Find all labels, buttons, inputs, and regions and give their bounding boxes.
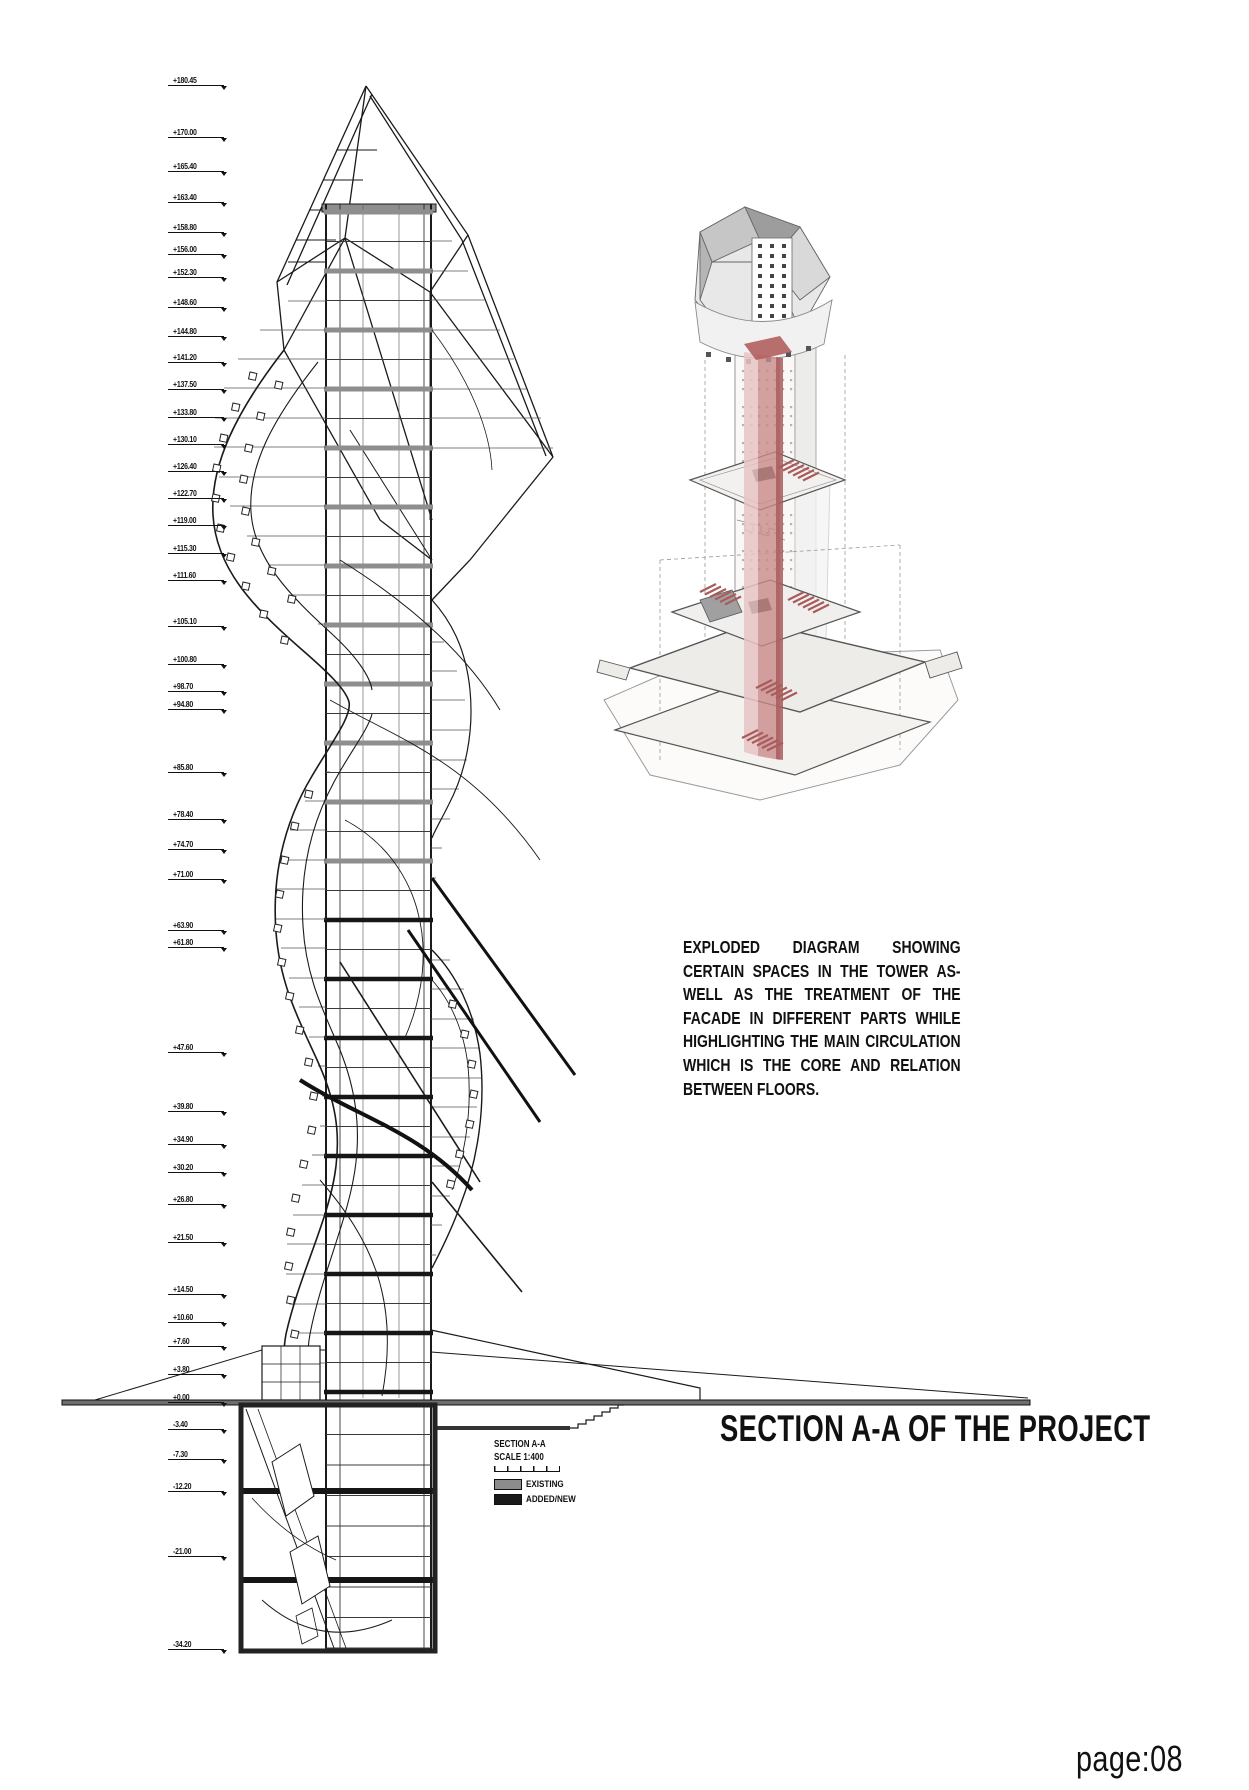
elevation-tick [221,1430,227,1434]
caption-text: EXPLODED DIAGRAM SHOWING CERTAIN SPACES IN THE TOWER AS-WELL AS THE TREATMENT OF THE FACADE IN DIFFERENT PARTS WHILE HIGHLIGHTING THE MAIN CIRCULATION WHICH IS THE CORE AND RELATION BETWEEN FLOORS. [683,937,961,1099]
elevation-marker [168,1363,224,1375]
elevation-label: +10.60 [173,1312,194,1322]
elevation-scale [168,0,224,1790]
elevation-marker [168,1448,224,1460]
elevation-tick [221,1145,227,1149]
elevation-tick [221,526,227,530]
elevation-tick [221,308,227,312]
tower-core [322,204,436,1650]
elevation-tick [221,337,227,341]
elevation-tick [221,1375,227,1379]
elevation-tick [221,1205,227,1209]
elevation-tick [221,233,227,237]
page-number [1076,1738,1210,1780]
elevation-marker [168,615,224,627]
elevation-tick [221,363,227,367]
elevation-tick [221,203,227,207]
elevation-label: +94.80 [173,699,194,709]
elevation-marker [168,243,224,255]
elevation-label: +119.00 [173,515,197,525]
elevation-tick [221,948,227,952]
elevation-tick [221,1323,227,1327]
elevation-tick [221,138,227,142]
elevation-marker [168,378,224,390]
elevation-label: +133.80 [173,407,197,417]
elevation-marker [168,221,224,233]
elevation-label: +85.80 [173,762,194,772]
elevation-label: +170.00 [173,127,197,137]
elevation-tick [221,172,227,176]
elevation-marker [168,126,224,138]
elevation-marker [168,191,224,203]
elevation-tick [221,710,227,714]
elevation-marker [168,351,224,363]
elevation-label: +71.00 [173,869,194,879]
elevation-label: +61.80 [173,937,194,947]
elevation-label: -12.20 [173,1481,192,1491]
elevation-marker [168,569,224,581]
section-legend [494,1438,614,1509]
elevation-label: +148.60 [173,297,197,307]
elevation-tick [221,1650,227,1654]
elevation-marker [168,74,224,86]
elevation-marker [168,1638,224,1650]
elevation-tick [221,1347,227,1351]
elevation-tick [221,445,227,449]
legend-item-label: ADDED/NEW [526,1493,576,1505]
legend-scale: SCALE 1:400 [494,1452,544,1463]
elevation-tick [221,627,227,631]
elevation-marker [168,761,224,773]
elevation-label: +100.80 [173,654,197,664]
elevation-label: +111.60 [173,570,196,580]
elevation-tick [221,581,227,585]
elevation-label: +78.40 [173,809,194,819]
elevation-tick [221,278,227,282]
legend-items [494,1479,614,1504]
elevation-marker [168,1311,224,1323]
elevation-label: +156.00 [173,244,197,254]
elevation-tick [221,554,227,558]
elevation-tick [221,1492,227,1496]
elevation-tick [221,1112,227,1116]
elevation-marker [168,1193,224,1205]
elevation-marker [168,460,224,472]
elevation-marker [168,698,224,710]
elevation-marker [168,919,224,931]
legend-swatch [494,1479,522,1490]
elevation-label: -3.40 [173,1419,188,1429]
elevation-marker [168,1391,224,1403]
exploded-diagram-caption [683,936,963,1099]
elevation-marker [168,325,224,337]
elevation-tick [221,1173,227,1177]
elevation-marker [168,514,224,526]
elevation-label: +0.00 [173,1392,190,1402]
right-facade-band [432,330,492,1268]
elevation-marker [168,542,224,554]
elevation-marker [168,406,224,418]
elevation-label: +30.20 [173,1162,194,1172]
elevation-marker [168,1161,224,1173]
elevation-marker [168,1100,224,1112]
elevation-tick [221,1460,227,1464]
elevation-label: +158.80 [173,222,197,232]
elevation-label: +26.80 [173,1194,194,1204]
elevation-tick [221,390,227,394]
elevation-tick [221,1295,227,1299]
elevation-marker [168,296,224,308]
elevation-label: +180.45 [173,75,197,85]
legend-title: SECTION A-A [494,1439,546,1450]
elevation-tick [221,1243,227,1247]
elevation-marker [168,1041,224,1053]
elevation-tick [221,665,227,669]
elevation-label: +130.10 [173,434,197,444]
elevation-tick [221,1053,227,1057]
elevation-tick [221,472,227,476]
elevation-label: +34.90 [173,1134,194,1144]
scale-bar [494,1466,560,1472]
elevation-tick [221,499,227,503]
elevation-marker [168,1133,224,1145]
elevation-marker [168,1418,224,1430]
legend-item [494,1494,614,1504]
elevation-tick [221,1557,227,1561]
elevation-marker [168,1231,224,1243]
elevation-label: +122.70 [173,488,197,498]
elevation-marker [168,266,224,278]
elevation-label: +98.70 [173,681,194,691]
elevation-marker [168,433,224,445]
elevation-label: +63.90 [173,920,194,930]
basement-structure [241,1405,435,1651]
elevation-marker [168,653,224,665]
elevation-label: +105.10 [173,616,197,626]
elevation-marker [168,487,224,499]
elevation-tick [221,773,227,777]
elevation-label: +163.40 [173,192,197,202]
elevation-marker [168,838,224,850]
elevation-label: +21.50 [173,1232,194,1242]
elevation-label: +39.80 [173,1101,194,1111]
elevation-tick [221,255,227,259]
elevation-marker [168,160,224,172]
legend-item [494,1479,614,1489]
elevation-label: +126.40 [173,461,197,471]
elevation-tick [221,931,227,935]
legend-item-label: EXISTING [526,1478,564,1490]
elevation-label: -21.00 [173,1546,192,1556]
legend-swatch [494,1494,522,1505]
elevation-tick [221,86,227,90]
core-floor-lines [242,212,434,1648]
elevation-label: -7.30 [173,1449,188,1459]
section-title-text: SECTION A-A OF THE PROJECT [720,1408,1151,1449]
elevation-label: +74.70 [173,839,194,849]
elevation-marker [168,1480,224,1492]
elevation-marker [168,1545,224,1557]
page-number-text: page:08 [1076,1738,1183,1779]
elevation-label: +144.80 [173,326,197,336]
elevation-marker [168,868,224,880]
elevation-tick [221,692,227,696]
elevation-tick [221,880,227,884]
elevation-label: +115.30 [173,543,197,553]
elevation-label: -34.20 [173,1639,192,1649]
elevation-tick [221,850,227,854]
elevation-marker [168,680,224,692]
elevation-label: +152.30 [173,267,197,277]
elevation-label: +47.60 [173,1042,194,1052]
elevation-marker [168,936,224,948]
elevation-label: +7.60 [173,1336,190,1346]
elevation-label: +137.50 [173,379,197,389]
spire-structure [277,86,553,600]
elevation-tick [221,1403,227,1407]
elevation-label: +3.80 [173,1364,190,1374]
elevation-label: +141.20 [173,352,197,362]
exploded-axon-diagram [597,207,962,800]
elevation-marker [168,808,224,820]
elevation-marker [168,1283,224,1295]
elevation-label: +14.50 [173,1284,194,1294]
elevation-marker [168,1335,224,1347]
elevation-tick [221,418,227,422]
elevation-tick [221,820,227,824]
section-title [720,1408,1249,1452]
elevation-label: +165.40 [173,161,197,171]
